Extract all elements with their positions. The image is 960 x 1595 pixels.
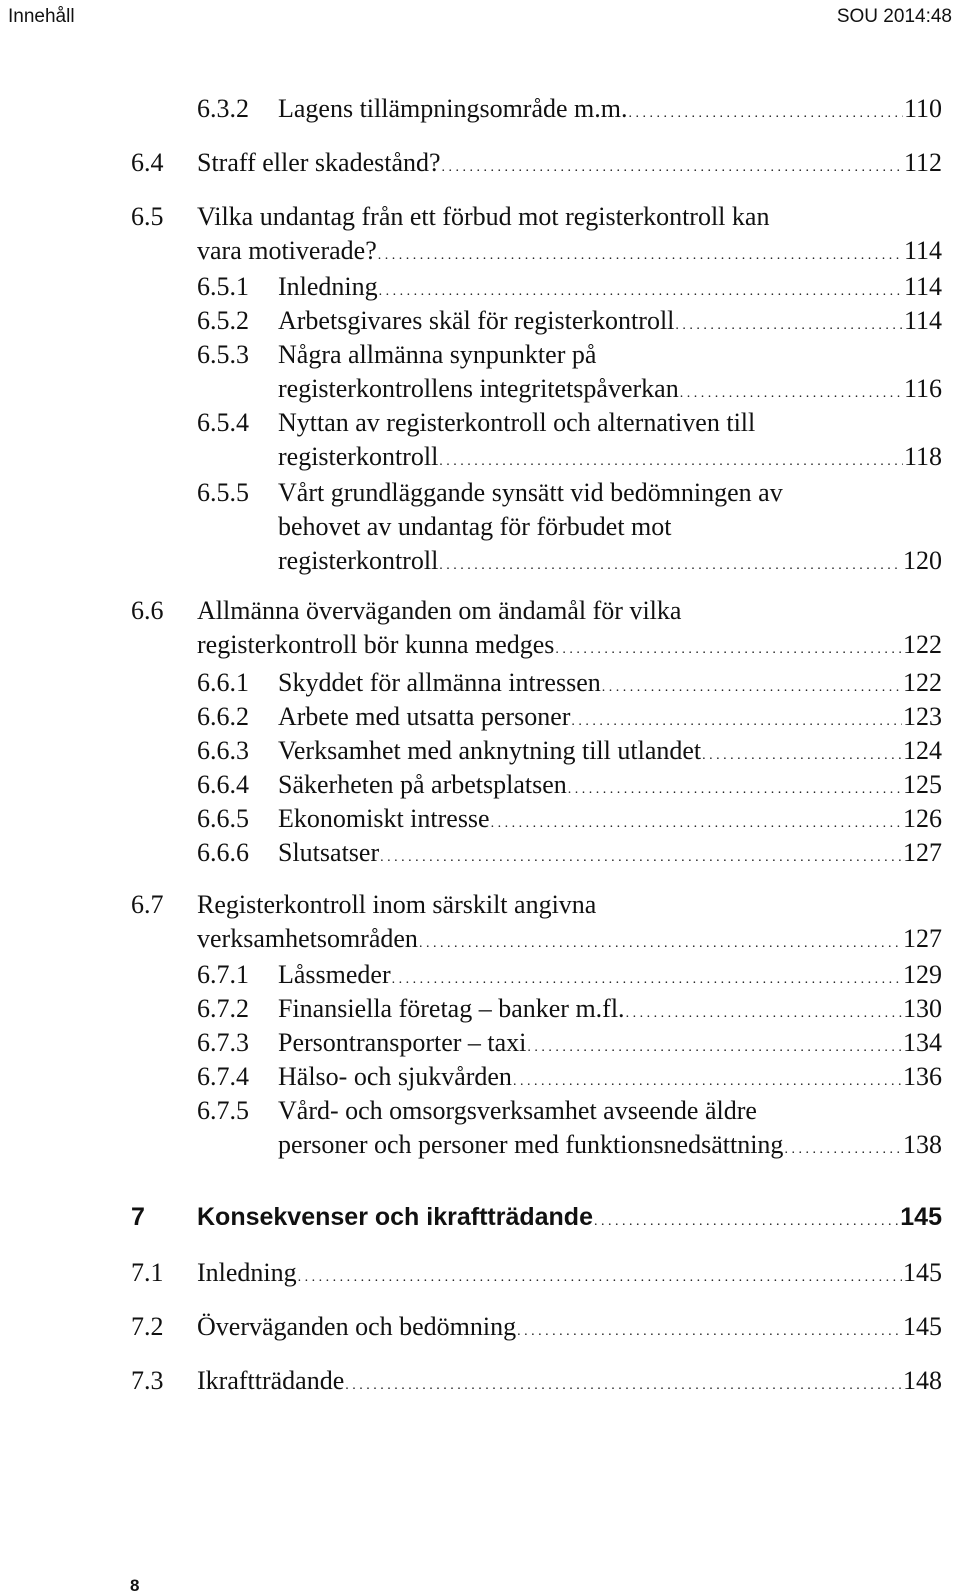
toc-title-row (278, 304, 942, 338)
toc-title-row (278, 836, 942, 870)
toc-section-number: 6.6 (131, 596, 164, 625)
toc-page-number: 124 (903, 736, 942, 765)
toc-section-number: 7 (131, 1203, 145, 1231)
toc-title-row (278, 958, 942, 992)
dot-leader (784, 1133, 902, 1167)
toc-title-line: Hälso- och sjukvården (278, 1062, 512, 1091)
toc-section-number: 6.4 (131, 148, 164, 177)
toc-entry[interactable] (0, 734, 942, 768)
toc-page-number: 112 (903, 148, 942, 177)
toc-title-line: Lagens tillämpningsområde m.m. (278, 94, 628, 123)
toc-page-number: 125 (903, 770, 942, 799)
toc-section-number: 6.7.5 (197, 1096, 249, 1125)
toc-title-row (278, 440, 942, 474)
toc-page-number: 114 (903, 306, 942, 335)
toc-section-number: 6.6.6 (197, 838, 249, 867)
toc-title-row (197, 1200, 942, 1234)
toc-title-row (278, 1060, 942, 1094)
toc-title-row (278, 1128, 942, 1162)
toc-title-row (197, 1256, 942, 1290)
toc-entry[interactable] (0, 1094, 942, 1162)
dot-leader (378, 239, 903, 273)
toc-title-row (197, 1364, 942, 1398)
toc-entry[interactable] (0, 1364, 942, 1398)
toc-title-row (197, 922, 942, 956)
running-header (0, 0, 960, 40)
toc-section-number: 7.1 (131, 1258, 164, 1287)
toc-entry[interactable] (0, 304, 942, 338)
toc-section-number: 6.6.2 (197, 702, 249, 731)
toc-title-row (278, 92, 942, 126)
toc-entry[interactable] (0, 594, 942, 662)
toc-title-line: personer och personer med funktionsnedsättning (278, 1130, 784, 1159)
toc-section-number: 6.6.3 (197, 736, 249, 765)
toc-section-number: 6.5 (131, 202, 164, 231)
toc-title-row (278, 666, 942, 700)
toc-title-row (278, 802, 942, 836)
toc-entry[interactable] (0, 1256, 942, 1290)
toc-entry[interactable] (0, 338, 942, 406)
section-label: Innehåll (8, 6, 75, 27)
toc-title-line: Nyttan av registerkontroll och alternativen till (278, 408, 756, 437)
dot-leader (345, 1369, 902, 1403)
toc-title-line: registerkontroll (278, 442, 439, 471)
dot-leader (594, 1205, 899, 1239)
document-id: SOU 2014:48 (836, 6, 952, 27)
toc-section-number: 6.5.5 (197, 478, 249, 507)
dot-leader (439, 445, 903, 479)
toc-title-line: Persontransporter – taxi (278, 1028, 527, 1057)
toc-entry[interactable] (0, 146, 942, 180)
toc-entry[interactable] (0, 700, 942, 734)
toc-title-line: Arbete med utsatta personer (278, 702, 571, 731)
toc-page-number: 123 (903, 702, 942, 731)
toc-title-row (197, 146, 942, 180)
toc-title-line: Säkerheten på arbetsplatsen (278, 770, 567, 799)
toc-title-row (278, 372, 942, 406)
toc-entry[interactable] (0, 958, 942, 992)
dot-leader (419, 927, 902, 961)
toc-page-number: 136 (903, 1062, 942, 1091)
toc-section-number: 6.3.2 (197, 94, 249, 123)
toc-title-line: Inledning (278, 272, 378, 301)
toc-title-line: Arbetsgivares skäl för registerkontroll (278, 306, 675, 335)
toc-section-number: 6.5.2 (197, 306, 249, 335)
toc-page-number: 145 (903, 1258, 942, 1287)
toc-section-number: 7.3 (131, 1366, 164, 1395)
dot-leader (439, 549, 902, 583)
toc-page-number: 148 (903, 1366, 942, 1395)
toc-title-line: Straff eller skadestånd? (197, 148, 441, 177)
dot-leader (629, 97, 903, 131)
toc-entry[interactable] (0, 666, 942, 700)
toc-page-number: 118 (903, 442, 942, 471)
toc-title-line: Låssmeder (278, 960, 391, 989)
dot-leader (380, 841, 902, 875)
toc-title-row (278, 700, 942, 734)
toc-entry[interactable] (0, 406, 942, 474)
toc-entry[interactable] (0, 270, 942, 304)
toc-entry[interactable] (0, 200, 942, 268)
toc-page-number: 138 (903, 1130, 942, 1159)
toc-entry[interactable] (0, 802, 942, 836)
toc-title-line: Vårt grundläggande synsätt vid bedömningen av (278, 478, 783, 507)
toc-title-line: Skyddet för allmänna intressen (278, 668, 601, 697)
page-number: 8 (130, 1576, 140, 1595)
toc-title-row (278, 992, 942, 1026)
toc-title-row (278, 270, 942, 304)
toc-title-row (278, 768, 942, 802)
toc-section-number: 7.2 (131, 1312, 164, 1341)
toc-section-number: 6.7.1 (197, 960, 249, 989)
toc-title-line: Allmänna överväganden om ändamål för vilka (197, 596, 682, 625)
toc-page-number: 145 (900, 1203, 942, 1231)
toc-page-number: 114 (903, 272, 942, 301)
toc-title-line: registerkontrollens integritetspåverkan (278, 374, 679, 403)
toc-entry[interactable] (0, 768, 942, 802)
toc-entry[interactable] (0, 1060, 942, 1094)
dot-leader (517, 1315, 902, 1349)
toc-section-number: 6.6.4 (197, 770, 249, 799)
toc-title-line: Vilka undantag från ett förbud mot registerkontroll kan (197, 202, 770, 231)
toc-entry[interactable] (0, 1310, 942, 1344)
toc-entry[interactable] (0, 476, 942, 578)
toc-title-line: registerkontroll (278, 546, 439, 575)
toc-chapter-entry[interactable] (0, 1200, 942, 1234)
toc-page-number: 110 (903, 94, 942, 123)
toc-page-number: 114 (903, 236, 942, 265)
toc-page-number: 116 (903, 374, 942, 403)
toc-page-number: 145 (903, 1312, 942, 1341)
toc-title-line: behovet av undantag för förbudet mot (278, 512, 672, 541)
toc-entry[interactable] (0, 836, 942, 870)
toc-page-number: 120 (903, 546, 942, 575)
toc-title-line: Ekonomiskt intresse (278, 804, 490, 833)
toc-entry[interactable] (0, 888, 942, 956)
toc-page-number: 122 (903, 668, 942, 697)
toc-section-number: 6.6.1 (197, 668, 249, 697)
toc-title-row (278, 734, 942, 768)
toc-section-number: 6.6.5 (197, 804, 249, 833)
toc-entry[interactable] (0, 992, 942, 1026)
toc-page-number: 127 (903, 838, 942, 867)
toc-entry[interactable] (0, 92, 942, 126)
toc-page-number: 134 (903, 1028, 942, 1057)
toc-section-number: 6.7 (131, 890, 164, 919)
toc-title-line: Konsekvenser och ikraftträdande (197, 1203, 593, 1231)
toc-title-line: Registerkontroll inom särskilt angivna (197, 890, 597, 919)
toc-page-number: 126 (903, 804, 942, 833)
toc-title-row (278, 544, 942, 578)
dot-leader (298, 1261, 902, 1295)
toc-title-row (278, 1026, 942, 1060)
toc-page-number: 130 (903, 994, 942, 1023)
toc-title-line: verksamhetsområden (197, 924, 418, 953)
toc-title-line: Verksamhet med anknytning till utlandet (278, 736, 702, 765)
toc-section-number: 6.7.4 (197, 1062, 249, 1091)
toc-title-line: Inledning (197, 1258, 297, 1287)
toc-page-number: 127 (903, 924, 942, 953)
toc-title-line: Vård- och omsorgsverksamhet avseende äldre (278, 1096, 757, 1125)
toc-title-line: Några allmänna synpunkter på (278, 340, 597, 369)
toc-section-number: 6.5.1 (197, 272, 249, 301)
toc-title-row (197, 234, 942, 268)
toc-title-line: Överväganden och bedömning (197, 1312, 517, 1341)
toc-title-line: vara motiverade? (197, 236, 377, 265)
toc-title-line: Finansiella företag – banker m.fl. (278, 994, 625, 1023)
toc-title-row (197, 1310, 942, 1344)
toc-title-row (197, 628, 942, 662)
toc-title-line: registerkontroll bör kunna medges (197, 630, 555, 659)
toc-entry[interactable] (0, 1026, 942, 1060)
toc-title-line: Ikraftträdande (197, 1366, 345, 1395)
toc-section-number: 6.7.2 (197, 994, 249, 1023)
toc-section-number: 6.5.4 (197, 408, 249, 437)
toc-page-number: 129 (903, 960, 942, 989)
toc-title-line: Slutsatser (278, 838, 380, 867)
dot-leader (555, 633, 902, 667)
toc-section-number: 6.5.3 (197, 340, 249, 369)
dot-leader (442, 151, 903, 185)
toc-page-number: 122 (903, 630, 942, 659)
toc-section-number: 6.7.3 (197, 1028, 249, 1057)
